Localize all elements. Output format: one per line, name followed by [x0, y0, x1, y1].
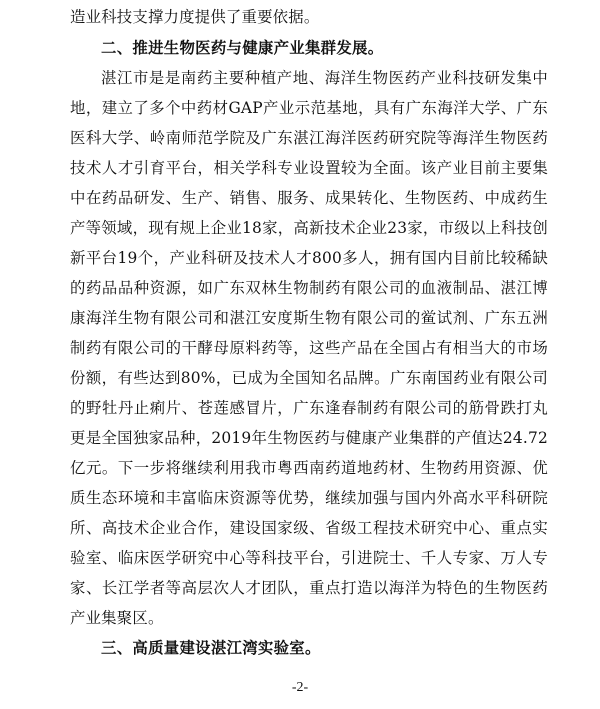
section-3-heading: 三、高质量建设湛江湾实验室。: [101, 639, 321, 657]
page-number: -2-: [291, 680, 309, 695]
section-2-heading: 二、推进生物医药与健康产业集群发展。: [101, 39, 384, 57]
section-2-paragraph: 湛江市是是南药主要种植产地、海洋生物医药产业科技研发集中地，建立了多个中药材GAP产业示范基地，具有广东海洋大学、广东医科大学、岭南师范学院及广东湛江海洋医药研究院等海洋生物医药技术人才引育平台，相关学科专业设置较为全面。该产业目前主要集中在药品研发、生产、销售、服务、成果转化、生物医药、中成药生产等领域，现有规上企业18家，高新技术企业23家，市级以上科技创新平台19个，产业科研及技术人才800多人，拥有国内目前比较稀缺的药品品种资源，如广东双林生物制药有限公司的血液制品、湛江博康海洋生物有限公司和湛江安度斯生物有限公司的鲎试剂、广东五洲制药有限公司的干酵母原料药等，这些产品在全国占有相当大的市场份额，有些达到80%，已成为全国知名品牌。广东南国药业有限公司的野牡丹止痢片、苍莲感冒片，广东逢春制药有限公司的筋骨跌打丸更是全国独家品种，2019年生物医药与健康产业集群的产值达24.72亿元。下一步将继续利用我市粤西南药道地药材、生物药用资源、优质生态环境和丰富临床资源等优势，继续加强与国内外高水平科研院所、高技术企业合作，建设国家级、省级工程技术研究中心、重点实验室、临床医学研究中心等科技平台，引进院士、千人专家、万人专家、长江学者等高层次人才团队，重点打造以海洋为特色的生物医药产业集聚区。: [70, 69, 548, 627]
continued-paragraph: 造业科技支撑力度提供了重要依据。: [70, 8, 320, 26]
